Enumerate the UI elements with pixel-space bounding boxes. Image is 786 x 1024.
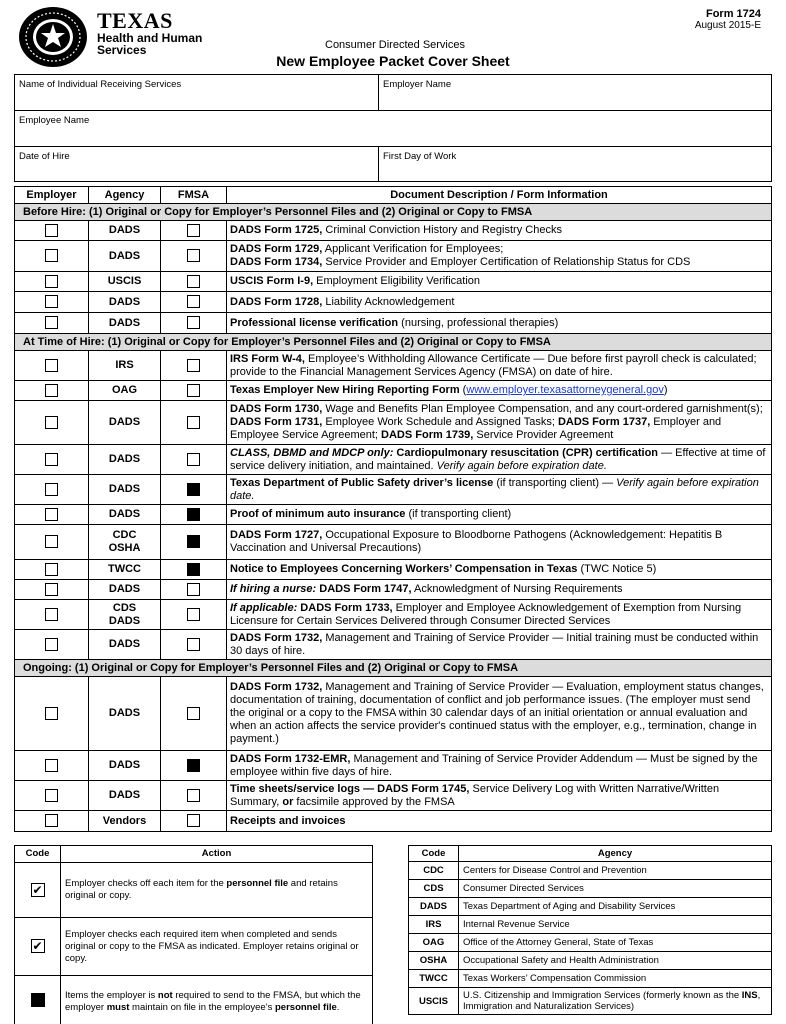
employer-cell: [15, 221, 89, 241]
form-number: Form 1724: [705, 8, 761, 20]
desc-text: Management and Training of Service Provider — Evaluation, employment status changes, documentation of training, documentation of conflict and job performance issues. (The employer must send the original or a copy to the FMSA within 30 calendar days of an initial orientation or annual evaluation and when an action affects the service provider's continued status with the employer, e.g., termination, change in payment.): [230, 681, 764, 745]
fmsa-cell: [161, 751, 227, 781]
fmsa-checkbox[interactable]: [187, 416, 200, 429]
desc-bold: Texas Employer New Hiring Reporting Form: [230, 384, 460, 396]
individual-name-field[interactable]: [15, 75, 379, 110]
employer-checkbox[interactable]: [45, 814, 58, 827]
employer-checkbox[interactable]: [45, 453, 58, 466]
table-row: [15, 560, 772, 580]
desc-text: Liability Acknowledgement: [322, 295, 455, 308]
code-action-legend: [14, 845, 373, 1024]
employer-checkbox[interactable]: [45, 316, 58, 329]
legend-text: and retains original or copy.: [65, 878, 338, 901]
agency-cell: DADS: [89, 580, 161, 600]
employer-checkbox[interactable]: [45, 563, 58, 576]
employer-checkbox[interactable]: [45, 789, 58, 802]
fmsa-not-required-mark: [187, 535, 200, 548]
desc-text: — Effective at time of service delivery initiation, and maintained.: [230, 446, 766, 472]
employer-checkbox[interactable]: [45, 275, 58, 288]
legend-row: [15, 918, 373, 976]
form-number-block: [695, 8, 761, 31]
checkmark-icon: ✔: [32, 939, 43, 953]
agency-legend-col-code: Code: [409, 846, 459, 862]
description-cell: [227, 475, 772, 505]
desc-bold: Texas Department of Public Safety driver’s license: [230, 476, 494, 489]
employer-cell: [15, 401, 89, 445]
fmsa-cell: [161, 475, 227, 505]
desc-bold-italic: CLASS, DBMD and MDCP only:: [230, 446, 394, 459]
table-row: [15, 292, 772, 313]
fmsa-checkbox[interactable]: [187, 638, 200, 651]
desc-text: Service Provider Agreement: [473, 429, 614, 441]
desc-text: (: [459, 384, 467, 396]
description-cell: [227, 677, 772, 751]
desc-bold: USCIS Form I-9,: [230, 275, 314, 287]
fmsa-checkbox[interactable]: [187, 224, 200, 237]
desc-text: Employee Work Schedule and Assigned Tasks;: [322, 416, 558, 428]
employee-info-fields: [14, 74, 772, 182]
agency-legend-row: [409, 880, 772, 898]
fmsa-checkbox[interactable]: [187, 453, 200, 466]
col-employer: Employer: [15, 187, 89, 204]
description-cell: [227, 401, 772, 445]
desc-text: Employment Eligibility Verification: [313, 275, 481, 287]
fmsa-not-required-mark: [187, 508, 200, 521]
agency-legend-header-row: [409, 846, 772, 862]
section-before-hire: [15, 204, 772, 221]
desc-text: Service Delivery Log with Written Narrative/Written Summary,: [230, 782, 720, 808]
agency-cell: DADS: [89, 221, 161, 241]
desc-bold: Notice to Employees Concerning Workers’ Compensation in Texas: [230, 563, 578, 575]
desc-text: Criminal Conviction History and Registry Checks: [322, 224, 562, 236]
desc-text: Occupational Exposure to Bloodborne Pathogens (Acknowledgement: Hepatitis B Vaccination and Universal Precautions): [230, 529, 723, 554]
agency-legend-row: [409, 898, 772, 916]
employer-cell: [15, 630, 89, 660]
desc-bold: DADS Form 1733,: [297, 601, 393, 614]
fmsa-cell: [161, 505, 227, 525]
legend-bold: must: [106, 1001, 130, 1013]
section-at-time-of-hire: [15, 334, 772, 351]
agency-legend-row: [409, 862, 772, 880]
legend-text: maintain on file in the employee’s: [129, 1001, 275, 1013]
agency-legend-col-agency: Agency: [459, 846, 772, 862]
agency-cell: [89, 525, 161, 560]
table-row: [15, 381, 772, 401]
description-cell: [227, 781, 772, 811]
agency-name-bold: INS: [741, 990, 758, 1001]
agency-cell: DADS: [89, 313, 161, 334]
fmsa-cell: [161, 600, 227, 630]
agency-code: DADS: [409, 898, 459, 916]
employer-checkbox[interactable]: [45, 535, 58, 548]
employer-checkbox[interactable]: [45, 707, 58, 720]
agency-cell: DADS: [89, 292, 161, 313]
agency-code: IRS: [409, 916, 459, 934]
description-cell: [227, 292, 772, 313]
first-day-field[interactable]: [379, 147, 771, 181]
desc-bold: DADS Form 1732,: [230, 631, 323, 644]
agency-legend-row: [409, 952, 772, 970]
desc-bold: IRS Form W-4,: [230, 352, 305, 365]
description-cell: [227, 630, 772, 660]
desc-bold: Proof of minimum auto insurance: [230, 508, 406, 520]
agency-code: OAG: [409, 934, 459, 952]
desc-bold: DADS Form 1732-EMR,: [230, 752, 351, 765]
fmsa-cell: [161, 445, 227, 475]
legend-code-cell: [15, 863, 61, 918]
fmsa-checkbox[interactable]: [187, 359, 200, 372]
desc-italic: Verify again before expiration date.: [436, 459, 607, 472]
table-row: [15, 221, 772, 241]
agency-cell: IRS: [89, 351, 161, 381]
desc-text: Service Provider and Employer Certification of Relationship Status for CDS: [322, 256, 691, 268]
fmsa-cell: [161, 351, 227, 381]
description-cell: [227, 580, 772, 600]
agency-full-name: Texas Department of Aging and Disability Services: [459, 898, 772, 916]
agency-code: OSHA: [108, 542, 141, 554]
legend-bold: not: [157, 989, 173, 1001]
description-cell: [227, 445, 772, 475]
desc-text: (TWC Notice 5): [577, 563, 657, 575]
employer-checkbox[interactable]: [45, 508, 58, 521]
table-row: [15, 751, 772, 781]
employer-cell: [15, 445, 89, 475]
fmsa-cell: [161, 381, 227, 401]
table-row: [15, 445, 772, 475]
agency-full-name: Texas Workers’ Compensation Commission: [459, 970, 772, 988]
description-cell: [227, 313, 772, 334]
filled-square-icon: [31, 993, 45, 1007]
desc-bold: Receipts and invoices: [230, 814, 346, 827]
legend-col-action: Action: [61, 846, 373, 863]
fmsa-checkbox[interactable]: [187, 608, 200, 621]
table-header-row: [15, 187, 772, 204]
desc-text: Acknowledgment of Nursing Requirements: [411, 583, 623, 595]
employer-checkbox[interactable]: [45, 483, 58, 496]
fmsa-cell: [161, 525, 227, 560]
col-fmsa: FMSA: [161, 187, 227, 204]
fmsa-cell: [161, 241, 227, 272]
employer-cell: [15, 677, 89, 751]
agency-cell: DADS: [89, 401, 161, 445]
fmsa-checkbox[interactable]: [187, 707, 200, 720]
desc-text: Employer and Employee Service Agreement;: [230, 416, 722, 441]
employer-checkbox[interactable]: [45, 359, 58, 372]
agency-cell: DADS: [89, 751, 161, 781]
description-cell: [227, 751, 772, 781]
legend-header-row: [15, 846, 373, 863]
employer-checkbox[interactable]: [45, 295, 58, 308]
description-cell: [227, 560, 772, 580]
agency-cell: DADS: [89, 241, 161, 272]
agency-cell: DADS: [89, 781, 161, 811]
employer-checkbox[interactable]: [45, 416, 58, 429]
agency-name-line3: Services: [97, 43, 147, 57]
agency-code: DADS: [108, 614, 141, 627]
employer-checkbox[interactable]: [45, 608, 58, 621]
legend-action-cell: [61, 976, 373, 1024]
table-row: [15, 505, 772, 525]
oag-website-link[interactable]: www.employer.texasattorneygeneral.gov: [466, 384, 664, 396]
legend-row: [15, 863, 373, 918]
table-row: [15, 272, 772, 292]
employer-cell: [15, 292, 89, 313]
agency-name-text: , Immigration and Naturalization Services): [463, 990, 761, 1012]
fmsa-not-required-mark: [187, 483, 200, 496]
legend-text: Employer checks each required item when completed and sends original or copy to the FMSA as indicated. Employer retains original or copy.: [65, 928, 359, 964]
first-day-label: First Day of Work: [383, 151, 457, 162]
legend-text: required to send to the FMSA, but which the employer: [65, 989, 361, 1013]
desc-bold-italic: If applicable:: [230, 601, 298, 614]
desc-text: Applicant Verification for Employees;: [322, 243, 504, 255]
agency-cell: DADS: [89, 630, 161, 660]
desc-text: Employee’s Withholding Allowance Certificate — Due before first payroll check is calculated; provide to the Financial Management Services Agency (FMSA) on date of hire.: [230, 352, 757, 378]
description-cell: [227, 811, 772, 832]
agency-code: CDC: [409, 862, 459, 880]
agency-cell: DADS: [89, 677, 161, 751]
fmsa-not-required-mark: [187, 759, 200, 772]
description-cell: [227, 351, 772, 381]
info-row-2: [15, 111, 771, 147]
desc-bold: Professional license verification: [230, 316, 399, 329]
legend-bold: personnel file: [275, 1001, 337, 1013]
fmsa-cell: [161, 292, 227, 313]
fmsa-cell: [161, 811, 227, 832]
agency-cell: OAG: [89, 381, 161, 401]
desc-bold: DADS Form 1734,: [230, 256, 323, 268]
desc-text: Wage and Benefits Plan Employee Compensation, and any court-ordered garnishment(s);: [322, 403, 763, 415]
desc-bold: DADS Form 1739,: [381, 429, 474, 441]
table-row: [15, 600, 772, 630]
section-label: Before Hire: (1) Original or Copy for Employer’s Personnel Files and (2) Original or Copy to FMSA: [15, 204, 772, 221]
fmsa-checkbox[interactable]: [187, 295, 200, 308]
agency-full-name: [459, 988, 772, 1015]
fmsa-cell: [161, 580, 227, 600]
form-title: New Employee Packet Cover Sheet: [276, 53, 510, 69]
checkmark-icon: ✔: [32, 882, 43, 897]
employer-cell: [15, 525, 89, 560]
agency-full-name: Consumer Directed Services: [459, 880, 772, 898]
agency-cell: TWCC: [89, 560, 161, 580]
legend-action-cell: [61, 863, 373, 918]
agency-legend-row: [409, 970, 772, 988]
desc-bold: or: [282, 795, 294, 808]
employer-cell: [15, 313, 89, 334]
employer-cell: [15, 811, 89, 832]
legend-bold: personnel file: [226, 878, 289, 889]
table-row: [15, 313, 772, 334]
date-of-hire-label: Date of Hire: [19, 151, 70, 162]
fmsa-cell: [161, 630, 227, 660]
table-row: [15, 811, 772, 832]
legend-text: Items the employer is: [65, 989, 158, 1001]
legend-row: [15, 976, 373, 1024]
info-row-1: [15, 75, 771, 111]
fmsa-checkbox[interactable]: [187, 814, 200, 827]
desc-text: ): [663, 384, 668, 396]
legend-code-cell: [15, 918, 61, 976]
section-label: Ongoing: (1) Original or Copy for Employer’s Personnel Files and (2) Original or Copy to FMSA: [15, 660, 772, 677]
desc-italic: Verify again before expiration date.: [230, 476, 759, 502]
fmsa-checkbox[interactable]: [187, 275, 200, 288]
fmsa-checkbox[interactable]: [187, 384, 200, 397]
fmsa-cell: [161, 781, 227, 811]
desc-bold: DADS Form 1729,: [230, 243, 323, 255]
legend-text: Employer checks off each item for the: [65, 878, 227, 889]
form-header: [0, 0, 786, 72]
agency-cell: Vendors: [89, 811, 161, 832]
desc-bold: Time sheets/service logs — DADS Form 1745,: [230, 782, 470, 795]
employer-cell: [15, 241, 89, 272]
table-row: [15, 630, 772, 660]
fmsa-cell: [161, 272, 227, 292]
table-row: [15, 677, 772, 751]
fmsa-not-required-mark: [187, 563, 200, 576]
desc-bold: DADS Form 1731,: [230, 416, 323, 428]
agency-full-name: Centers for Disease Control and Prevention: [459, 862, 772, 880]
description-cell: [227, 272, 772, 292]
desc-bold-italic: If hiring a nurse:: [230, 583, 317, 595]
form-date: August 2015-E: [694, 20, 761, 31]
agency-code: CDS: [112, 601, 137, 614]
desc-text: facsimile approved by the FMSA: [293, 795, 455, 808]
fmsa-checkbox[interactable]: [187, 583, 200, 596]
fmsa-cell: [161, 560, 227, 580]
table-row: [15, 401, 772, 445]
agency-code: TWCC: [409, 970, 459, 988]
desc-text: Management and Training of Service Provider — Initial training must be conducted within 30 days of hire.: [230, 631, 759, 657]
agency-full-name: Office of the Attorney General, State of Texas: [459, 934, 772, 952]
desc-bold: DADS Form 1737,: [557, 416, 651, 428]
agency-full-name: Occupational Safety and Health Administration: [459, 952, 772, 970]
desc-text: (if transporting client) —: [493, 476, 617, 489]
table-row: [15, 241, 772, 272]
description-cell: [227, 505, 772, 525]
agency-name-text: U.S. Citizenship and Immigration Services (formerly known as the: [463, 990, 742, 1001]
individual-name-label: Name of Individual Receiving Services: [19, 79, 182, 90]
employer-cell: [15, 272, 89, 292]
employer-cell: [15, 381, 89, 401]
desc-bold: DADS Form 1728,: [230, 295, 323, 308]
desc-bold: DADS Form 1725,: [230, 224, 323, 236]
employer-cell: [15, 505, 89, 525]
employer-cell: [15, 580, 89, 600]
fmsa-checkbox[interactable]: [187, 249, 200, 262]
employee-name-field[interactable]: [15, 111, 771, 146]
agency-legend-row: [409, 916, 772, 934]
table-row: [15, 580, 772, 600]
employer-cell: [15, 475, 89, 505]
document-checklist-table: [14, 186, 772, 832]
agency-legend-row: [409, 988, 772, 1015]
fmsa-cell: [161, 401, 227, 445]
description-cell: [227, 525, 772, 560]
agency-cell: USCIS: [89, 272, 161, 292]
employer-cell: [15, 351, 89, 381]
employee-name-label: Employee Name: [19, 115, 90, 126]
description-cell: [227, 241, 772, 272]
agency-name-line2: Health and Human: [97, 31, 203, 45]
agency-cell: DADS: [89, 505, 161, 525]
desc-text: Employer and Employee Acknowledgement of Exemption from Nursing Licensure for Certain Services Delivered through Consumer Directed Services: [230, 601, 742, 627]
agency-legend-row: [409, 934, 772, 952]
fmsa-cell: [161, 313, 227, 334]
table-row: [15, 781, 772, 811]
agency-cell: [89, 600, 161, 630]
table-row: [15, 351, 772, 381]
date-of-hire-field[interactable]: [15, 147, 379, 181]
info-row-3: [15, 147, 771, 181]
legend-action-cell: [61, 918, 373, 976]
employer-cell: [15, 560, 89, 580]
fmsa-cell: [161, 221, 227, 241]
employer-checkbox[interactable]: [45, 583, 58, 596]
agency-cell: DADS: [89, 445, 161, 475]
description-cell: [227, 221, 772, 241]
desc-text: Management and Training of Service Provider Addendum — Must be signed by the employee within five days of hire.: [230, 752, 758, 778]
employer-cell: [15, 600, 89, 630]
desc-text: (nursing, professional therapies): [398, 316, 559, 329]
table-row: [15, 525, 772, 560]
agency-code: CDC: [112, 529, 137, 541]
legend-text: .: [336, 1001, 340, 1013]
employer-checkbox[interactable]: [45, 638, 58, 651]
agency-code: OSHA: [409, 952, 459, 970]
col-agency: Agency: [89, 187, 161, 204]
agency-name-texas: TEXAS: [97, 8, 173, 33]
desc-bold: DADS Form 1730,: [230, 403, 323, 415]
employer-name-field[interactable]: [379, 75, 771, 110]
section-label: At Time of Hire: (1) Original or Copy for Employer’s Personnel Files and (2) Original or Copy to FMSA: [15, 334, 772, 351]
employer-cell: [15, 751, 89, 781]
employer-checkbox[interactable]: [45, 384, 58, 397]
agency-code: USCIS: [409, 988, 459, 1015]
description-cell: [227, 600, 772, 630]
agency-cell: DADS: [89, 475, 161, 505]
form-subtitle: Consumer Directed Services: [325, 39, 465, 51]
employer-checkbox[interactable]: [45, 224, 58, 237]
desc-bold: DADS Form 1732,: [230, 681, 323, 693]
section-ongoing: [15, 660, 772, 677]
employer-name-label: Employer Name: [383, 79, 452, 90]
agency-code: CDS: [409, 880, 459, 898]
fmsa-checkbox[interactable]: [187, 316, 200, 329]
legend-col-code: Code: [15, 846, 61, 863]
table-row: [15, 475, 772, 505]
desc-text: (if transporting client): [405, 508, 512, 520]
legend-code-cell: [15, 976, 61, 1024]
desc-bold: DADS Form 1747,: [316, 583, 412, 595]
desc-bold: DADS Form 1727,: [230, 529, 323, 541]
desc-bold: Cardiopulmonary resuscitation (CPR) certification: [393, 446, 659, 459]
fmsa-cell: [161, 677, 227, 751]
col-description: Document Description / Form Information: [227, 187, 772, 204]
fmsa-checkbox[interactable]: [187, 789, 200, 802]
employer-checkbox[interactable]: [45, 249, 58, 262]
description-cell: [227, 381, 772, 401]
employer-checkbox[interactable]: [45, 759, 58, 772]
employer-cell: [15, 781, 89, 811]
form-titles: [0, 39, 786, 69]
agency-code-legend: [408, 845, 772, 1015]
agency-full-name: Internal Revenue Service: [459, 916, 772, 934]
